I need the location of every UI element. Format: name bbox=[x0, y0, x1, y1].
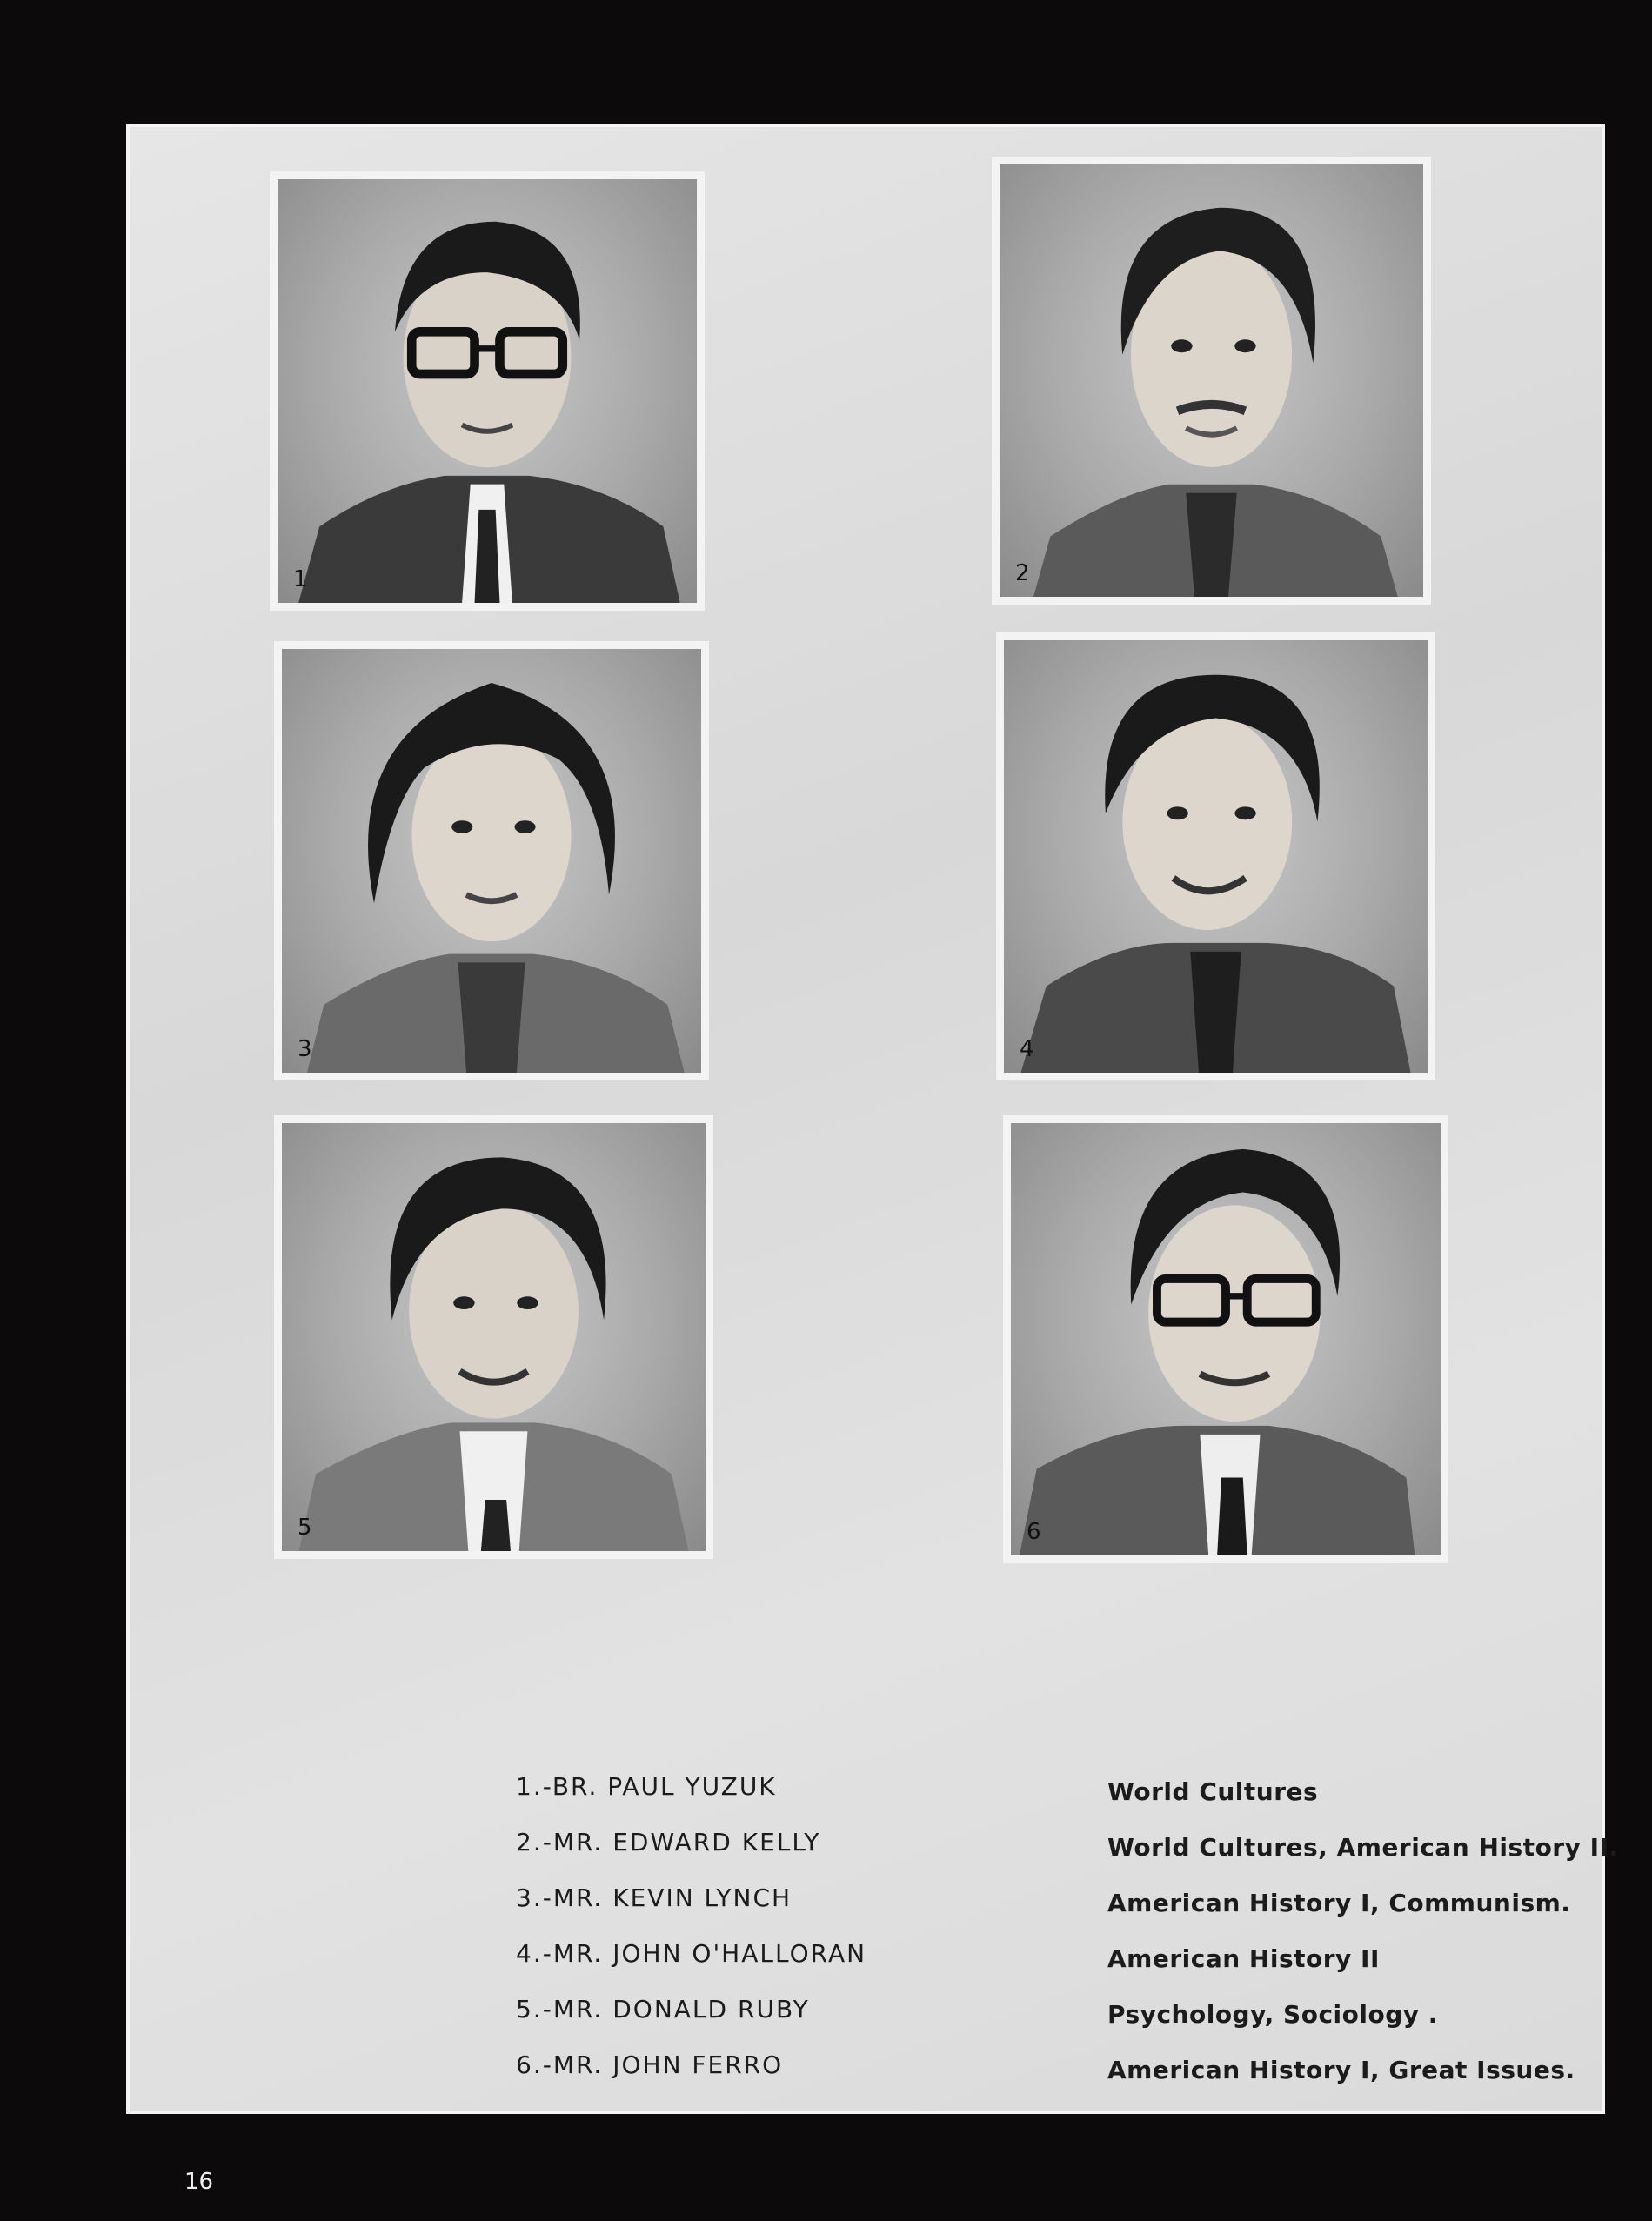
portrait-frame bbox=[282, 649, 701, 1073]
photo-number: 2 bbox=[1015, 560, 1030, 586]
faculty-photo-1 bbox=[270, 171, 705, 611]
photo-number: 6 bbox=[1027, 1519, 1041, 1545]
faculty-photo-3 bbox=[274, 641, 709, 1080]
faculty-photo-6 bbox=[1003, 1115, 1448, 1563]
faculty-photo-4 bbox=[996, 632, 1435, 1080]
roster-row bbox=[516, 1828, 1619, 1883]
portrait-frame bbox=[282, 1123, 706, 1551]
teacher-name: 5.-MR. DONALD RUBY bbox=[516, 1995, 810, 2024]
portrait-silhouette bbox=[1000, 164, 1423, 597]
photo-number: 1 bbox=[293, 566, 308, 592]
roster-row bbox=[516, 1772, 1612, 1828]
roster-row bbox=[516, 1995, 1612, 2050]
photo-number: 4 bbox=[1020, 1036, 1034, 1062]
teacher-subjects: World Cultures bbox=[1107, 1777, 1319, 1806]
teacher-subjects: American History I, Communism. bbox=[1107, 1889, 1571, 1917]
roster-row bbox=[516, 1939, 1612, 1995]
portrait-silhouette bbox=[282, 1123, 706, 1551]
faculty-photo-5 bbox=[274, 1115, 713, 1559]
roster-row bbox=[516, 1883, 1612, 1939]
teacher-subjects: Psychology, Sociology . bbox=[1107, 2000, 1438, 2029]
portrait-silhouette bbox=[1004, 640, 1428, 1073]
portrait-frame bbox=[1000, 164, 1423, 597]
faculty-photo-2 bbox=[992, 157, 1431, 605]
teacher-name: 4.-MR. JOHN O'HALLORAN bbox=[516, 1939, 867, 1968]
teacher-subjects: American History II bbox=[1107, 1944, 1380, 1973]
teacher-subjects: World Cultures, American History II. bbox=[1107, 1833, 1619, 1862]
portrait-silhouette bbox=[1011, 1123, 1441, 1555]
teacher-name: 1.-BR. PAUL YUZUK bbox=[516, 1772, 777, 1801]
photo-number: 5 bbox=[298, 1515, 312, 1541]
faculty-roster bbox=[516, 1772, 1619, 2106]
portrait-frame bbox=[1011, 1123, 1441, 1555]
yearbook-page bbox=[126, 124, 1619, 2114]
teacher-name: 6.-MR. JOHN FERRO bbox=[516, 2050, 784, 2079]
portrait-silhouette bbox=[278, 179, 697, 603]
teacher-name: 2.-MR. EDWARD KELLY bbox=[516, 1828, 821, 1856]
portrait-silhouette bbox=[282, 649, 701, 1073]
teacher-name: 3.-MR. KEVIN LYNCH bbox=[516, 1883, 793, 1912]
page-number: 16 bbox=[184, 2169, 214, 2195]
portrait-frame bbox=[1004, 640, 1428, 1073]
roster-row bbox=[516, 2050, 1612, 2106]
portrait-frame bbox=[278, 179, 697, 603]
photo-number: 3 bbox=[298, 1036, 312, 1062]
teacher-subjects: American History I, Great Issues. bbox=[1107, 2056, 1575, 2084]
